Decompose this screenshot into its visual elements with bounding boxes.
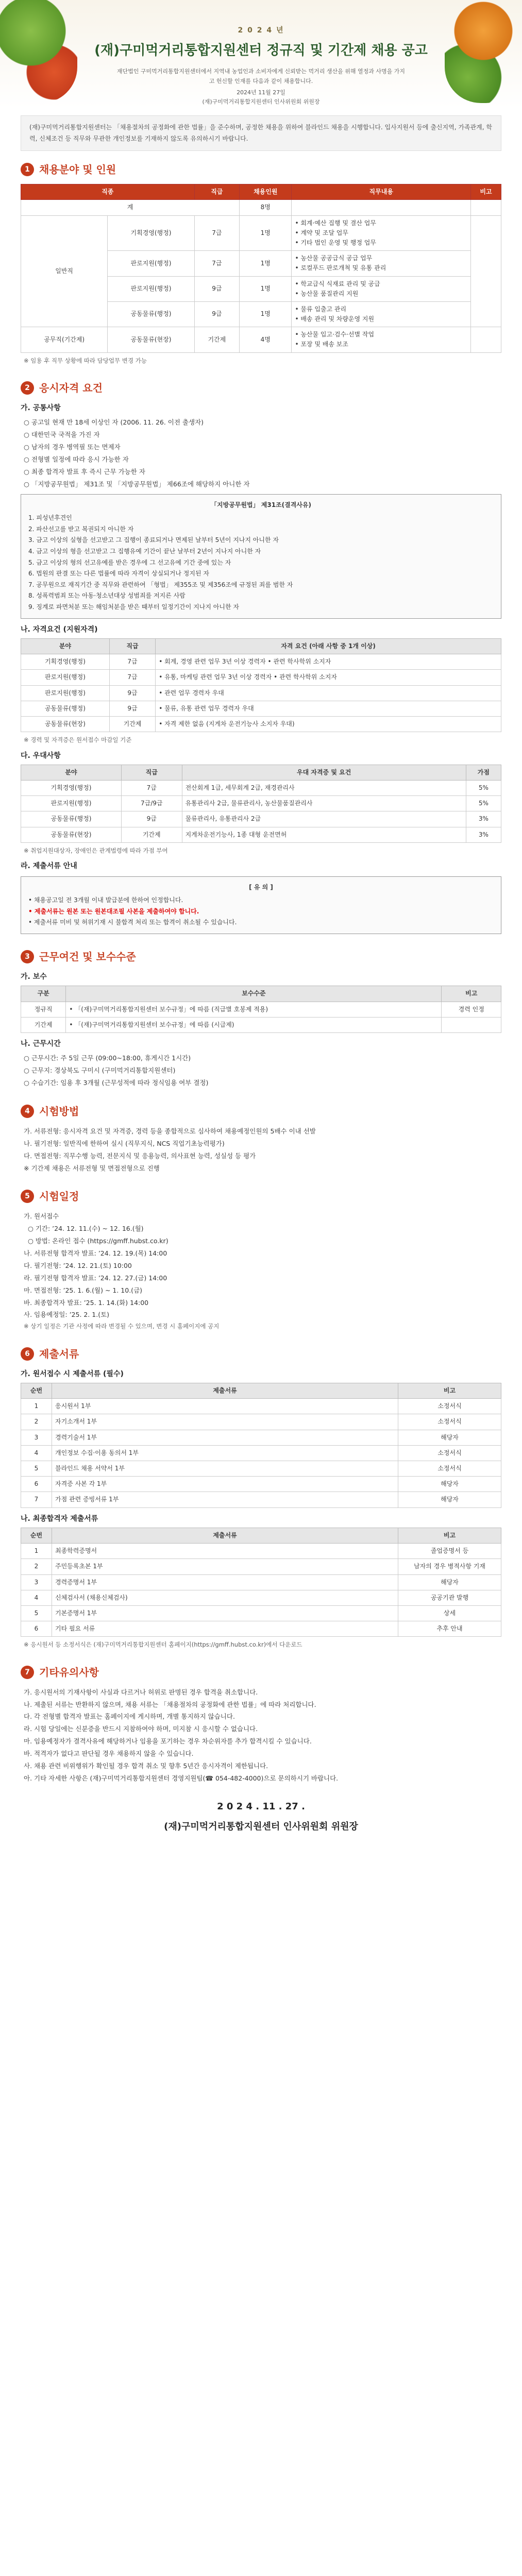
table-row: 1 최종학력증명서 졸업증명서 등 (21, 1544, 501, 1559)
table-row: 공무직(기간제) 공동물류(현장) 기간제 4명 • 농산물 입고·검수·선별 작업 • 포장 및 배송 보조 (21, 327, 501, 352)
table-row: 4 신체검사서 (채용신체검사) 공공기관 발행 (21, 1590, 501, 1605)
table-row: 2 자기소개서 1부 소정서식 (21, 1414, 501, 1430)
list-item: ○ 대한민국 국적을 가진 자 (24, 431, 100, 439)
hero-org: (재)구미먹거리통합지원센터 인사위원회 위원장 (202, 98, 320, 105)
vegetables-left-image (0, 0, 77, 103)
list-item: ○ 공고일 현재 만 18세 이상인 자 (2006. 11. 26. 이전 출생자) (24, 418, 204, 427)
documents-table: 순번 제출서류 비고 1 응시원서 1부 소정서식 2 자기소개서 1부 소정서식 3 경력기술서 1부 해당자 4 개인정보 수집·이용 동의서 1부 소정서식 5 블라인드 채용 서약서 1부 소정서식 6 자격증 사본 각 1부 해당자 7 가점 관련 증빙서류 1부 해당자 (21, 1383, 501, 1508)
table-row: 판로지원(행정) 7급 1명 • 농산물 공공급식 공급 업무 • 로컬푸드 판로개척 및 유통 관리 (21, 251, 501, 276)
section-number-badge: 7 (21, 1666, 34, 1679)
list-item: ○ 방법: 온라인 접수 (https://gmff.hubst.co.kr) (24, 1237, 169, 1245)
table-row: 3 경력증명서 1부 해당자 (21, 1574, 501, 1590)
table-row: 6 기타 필요 서류 추후 안내 (21, 1621, 501, 1637)
page-title: (재)구미먹거리통합지원센터 정규직 및 기간제 채용 공고 (94, 43, 428, 59)
table-row: 기획경영(행정) 7급 전산회계 1급, 세무회계 2급, 재경관리사 5% (21, 781, 501, 796)
subsection-title: 가. 공통사항 (21, 404, 61, 413)
table-row: 공동물류(행정) 9급 물류관리사, 유통관리사 2급 3% (21, 811, 501, 827)
table-row: 일반직 기획경영(행정) 7급 1명 • 회계·예산 집행 및 결산 업무 • 계약 및 조달 업무 • 기타 법인 운영 및 행정 업무 (21, 215, 501, 251)
table-row: 3 경력기술서 1부 해당자 (21, 1430, 501, 1445)
recruitment-table (21, 184, 501, 352)
list-item: 라. 필기전형 합격자 발표: ’24. 12. 27.(금) 14:00 (24, 1274, 167, 1282)
table-row: 5 기본증명서 1부 상세 (21, 1605, 501, 1621)
list-item: 7. 공무원으로 재직기간 중 직무와 관련하여 「형법」 제355조 및 제356조에 규정된 죄를 범한 자 (28, 581, 293, 588)
list-item: 6. 법원의 판결 또는 다른 법률에 따라 자격이 상실되거나 정지된 자 (28, 570, 209, 578)
caution-box: [ 유 의 ] • 채용공고일 전 3개월 이내 발급분에 한하여 인정합니다. • 제출서류는 원본 또는 원본대조필 사본을 제출하여야 합니다. • 제출서류 미비 및 허위기재 시 불합격 처리 또는 합격이 취소될 수 있습니다. (21, 876, 501, 934)
section-title: 기타유의사항 (39, 1666, 99, 1679)
hero-intro: 재단법인 구미먹거리통합지원센터에서 지역내 농업인과 소비자에게 신뢰받는 먹거리 생산을 위해 열정과 사명을 가지고 헌신할 인재를 다음과 같이 채용합니다. (116, 67, 406, 84)
list-item: ○ 기간: ’24. 12. 11.(수) ~ 12. 16.(월) (24, 1225, 144, 1233)
list-item: 라. 시험 당일에는 신분증을 반드시 지참하여야 하며, 미지참 시 응시할 수 없습니다. (24, 1725, 258, 1733)
section-other-notes (21, 1664, 501, 1784)
table-header: 직무내용 (292, 184, 471, 200)
table-header: 채용인원 (240, 184, 292, 200)
list-item: 다. 필기전형: ’24. 12. 21.(토) 10:00 (24, 1261, 132, 1269)
section-eligibility (21, 380, 501, 934)
schedule-note: ※ 상기 일정은 기관 사정에 따라 변경될 수 있으며, 변경 시 홈페이지에 공지 (24, 1323, 220, 1330)
list-item: 나. 제출된 서류는 반환하지 않으며, 채용 서류는 「채용절차의 공정화에 관한 법률」에 따라 처리합니다. (24, 1700, 316, 1708)
table-row: 판로지원(행정) 7급/9급 유통관리사 2급, 물류관리사, 농산물품질관리사 5% (21, 796, 501, 811)
vegetables-right-image (445, 0, 522, 103)
table-header: 비고 (471, 184, 501, 200)
list-item: ○ 근무지: 경상북도 구미시 (구미먹거리통합지원센터) (24, 1066, 176, 1075)
list-item: ※ 기간제 채용은 서류전형 및 면접전형으로 진행 (24, 1164, 160, 1172)
list-item: ○ 수습기간: 임용 후 3개월 (근무성적에 따라 정식임용 여부 결정) (24, 1079, 209, 1087)
list-item: 3. 금고 이상의 실형을 선고받고 그 집행이 종료되거나 면제된 날부터 5년이 지나지 아니한 자 (28, 536, 279, 544)
section-title: 시험방법 (39, 1105, 79, 1117)
footer-org: (재)구미먹거리통합지원센터 인사위원회 위원장 (164, 1821, 358, 1832)
section-exam-method (21, 1103, 501, 1174)
section-number-badge: 1 (21, 163, 34, 176)
footer-date: 2 0 2 4 . 11 . 27 . (217, 1801, 305, 1812)
table-header: 직종 (21, 184, 195, 200)
list-item: 마. 면접전형: ’25. 1. 6.(월) ~ 1. 10.(금) (24, 1286, 143, 1294)
list-item: 가. 원서접수 (24, 1212, 59, 1221)
list-item: ○ 「지방공무원법」 제31조 및 「지방공무원법」 제66조에 해당하지 아니한 자 (24, 480, 250, 488)
list-item: • 제출서류 미비 및 허위기재 시 불합격 처리 또는 합격이 취소될 수 있습니다. (28, 919, 237, 926)
table-row: 기간제 • 「(재)구미먹거리통합지원센터 보수규정」에 따름 (시급제) (21, 1017, 501, 1032)
subsection-title: 나. 근무시간 (21, 1039, 61, 1048)
table-row: 4 개인정보 수집·이용 동의서 1부 소정서식 (21, 1445, 501, 1461)
list-item: ○ 근무시간: 주 5일 근무 (09:00~18:00, 휴게시간 1시간) (24, 1054, 191, 1062)
list-item: 1. 피성년후견인 (28, 514, 72, 522)
section-title: 채용분야 및 인원 (39, 163, 116, 176)
disqualification-box: 「지방공무원법」 제31조(결격사유) 1. 피성년후견인 2. 파산선고를 받고 복권되지 아니한 자 3. 금고 이상의 실형을 선고받고 그 집행이 종료되거나 면제된 날부터 5년이 지나지 아니한 자 4. 금고 이상의 형을 선고받고 그 집행유예 기간이 끝난 날부터 2년이 지나지 아니한 자 5. 금고 이상의 형의 선고유예를 받은 경우에 그 선고유예 기간 중에 있는 자 6. 법원의 판결 또는 다른 법률에 따라 자격이 상실되거나 정지된 자 7. 공무원으로 재직기간 중 직무와 관련하여 「형법」 제355조 및 제356조에 규정된 죄를 범한 자 8. 성폭력범죄 또는 아동·청소년대상 성범죄를 저지른 사람 9. 징계로 파면처분 또는 해임처분을 받은 때부터 일정기간이 지나지 아니한 자 (21, 494, 501, 619)
subsection-title: 라. 제출서류 안내 (21, 862, 77, 871)
hero-date: 2024년 11월 27일 (237, 89, 285, 96)
list-item: 아. 기타 자세한 사항은 (재)구미먹거리통합지원센터 경영지원팀(☎ 054-482-4000)으로 문의하시기 바랍니다. (24, 1774, 339, 1782)
hero-year: 2 0 2 4 년 (238, 26, 284, 35)
table-note: ※ 취업지원대상자, 장애인은 관계법령에 따라 가점 부여 (24, 846, 168, 854)
section-schedule (21, 1188, 501, 1331)
list-item: 2. 파산선고를 받고 복권되지 아니한 자 (28, 525, 134, 533)
list-item: 사. 채용 관련 비위행위가 확인될 경우 합격 취소 및 향후 5년간 응시자격이 제한됩니다. (24, 1761, 268, 1770)
table-note: ※ 임용 후 직무 상황에 따라 담당업무 변경 가능 (24, 357, 147, 364)
table-row: 공동물류(현장) 기간제 지게차운전기능사, 1종 대형 운전면허 3% (21, 827, 501, 842)
pay-table: 구분 보수수준 비고 정규직 • 「(재)구미먹거리통합지원센터 보수규정」에 따름 (직급별 호봉제 적용) 경력 인정 기간제 • 「(재)구미먹거리통합지원센터 보수규정」에 따름 (시급제) (21, 986, 501, 1033)
list-item: • 제출서류는 원본 또는 원본대조필 사본을 제출하여야 합니다. (28, 907, 199, 915)
total-row: 계 8명 (21, 200, 501, 215)
table-row: 공동물류(행정) 9급 • 물류, 유통 관련 업무 경력자 우대 (21, 701, 501, 716)
table-row: 공동물류(현장) 기간제 • 자격 제한 없음 (지게차 운전기능사 소지자 우대) (21, 716, 501, 732)
preference-table: 분야 직급 우대 자격증 및 요건 가점 기획경영(행정) 7급 전산회계 1급, 세무회계 2급, 재경관리사 5% 판로지원(행정) 7급/9급 유통관리사 2급, 물류관리사, 농산물품질관리사 5% 공동물류(행정) 9급 물류관리사, 유통관리사 2급 3% 공동물류(현장) 기간제 지게차운전기능사, 1종 대형 운전면허 3% (21, 765, 501, 843)
section-title: 제출서류 (39, 1347, 79, 1360)
section-title: 근무여건 및 보수수준 (39, 950, 136, 963)
subsection-title: 나. 자격요건 (지원자격) (21, 625, 98, 634)
hero-banner (0, 0, 522, 108)
blind-hiring-notice: (재)구미먹거리통합지원센터는 「채용절차의 공정화에 관한 법률」을 준수하며, 공정한 채용을 위하여 블라인드 채용을 시행합니다. 입사지원서 등에 출신지역, 가족관계, 학력, 신체조건 등 직무와 무관한 개인정보를 기재하지 않도록 유의하시기 바랍니다. (21, 115, 501, 151)
section-title: 시험일정 (39, 1190, 79, 1203)
list-item: 다. 면접전형: 직무수행 능력, 전문지식 및 응용능력, 의사표현 능력, 성실성 등 평가 (24, 1151, 256, 1160)
section-title: 응시자격 요건 (39, 382, 103, 395)
section-documents (21, 1346, 501, 1650)
list-item: • 채용공고일 전 3개월 이내 발급분에 한하여 인정합니다. (28, 896, 183, 904)
table-row: 2 주민등록초본 1부 남자의 경우 병적사항 기재 (21, 1559, 501, 1574)
table-row: 1 응시원서 1부 소정서식 (21, 1399, 501, 1414)
table-header: 직급 (194, 184, 239, 200)
section-number-badge: 6 (21, 1347, 34, 1361)
requirements-table: 분야 직급 자격 요건 (아래 사항 중 1개 이상) 기획경영(행정) 7급 • 회계, 경영 관련 업무 3년 이상 경력자 • 관련 학사학위 소지자 판로지원(행정) 7급 • 유통, 마케팅 관련 업무 3년 이상 경력자 • 관련 학사학위 소지자 판로지원(행정) 9급 • 관련 업무 경력자 우대 공동물류(행정) 9급 • 물류, 유통 관련 업무 경력자 우대 공동물류(현장) 기간제 • 자격 제한 없음 (지게차 운전기능사 소지자 우대) (21, 638, 501, 732)
list-item: 사. 임용예정일: ’25. 2. 1.(토) (24, 1311, 110, 1319)
list-item: 5. 금고 이상의 형의 선고유예를 받은 경우에 그 선고유예 기간 중에 있는 자 (28, 558, 231, 566)
list-item: 바. 최종합격자 발표: ’25. 1. 14.(화) 14:00 (24, 1298, 149, 1307)
list-item: 4. 금고 이상의 형을 선고받고 그 집행유예 기간이 끝난 날부터 2년이 지나지 아니한 자 (28, 548, 261, 555)
section-recruitment-fields (21, 161, 501, 365)
section-number-badge: 3 (21, 950, 34, 963)
list-item: 다. 각 전형별 합격자 발표는 홈페이지에 게시하며, 개별 통지하지 않습니다. (24, 1713, 235, 1721)
table-row: 6 자격증 사본 각 1부 해당자 (21, 1477, 501, 1492)
list-item: 가. 서류전형: 응시자격 요건 및 자격증, 경력 등을 종합적으로 심사하여 채용예정인원의 5배수 이내 선발 (24, 1127, 316, 1135)
section-number-badge: 5 (21, 1190, 34, 1203)
list-item: 마. 임용예정자가 결격사유에 해당하거나 임용을 포기하는 경우 차순위자를 추가 합격시킬 수 있습니다. (24, 1737, 312, 1745)
subsection-title: 나. 최종합격자 제출서류 (21, 1514, 98, 1523)
final-documents-table: 순번 제출서류 비고 1 최종학력증명서 졸업증명서 등 2 주민등록초본 1부 남자의 경우 병적사항 기재 3 경력증명서 1부 해당자 4 신체검사서 (채용신체검사) 공공기관 발행 5 기본증명서 1부 상세 6 기타 필요 서류 추후 안내 (21, 1528, 501, 1637)
subsection-title: 가. 보수 (21, 972, 47, 981)
table-row: 정규직 • 「(재)구미먹거리통합지원센터 보수규정」에 따름 (직급별 호봉제 적용) 경력 인정 (21, 1002, 501, 1017)
list-item: 가. 응시원서의 기재사항이 사실과 다르거나 허위로 판명된 경우 합격을 취소합니다. (24, 1688, 258, 1696)
list-item: ○ 남자의 경우 병역필 또는 면제자 (24, 443, 121, 451)
list-item: 바. 적격자가 없다고 판단될 경우 채용하지 않을 수 있습니다. (24, 1750, 194, 1758)
list-item: ○ 최종 합격자 발표 후 즉시 근무 가능한 자 (24, 467, 145, 476)
table-note: ※ 응시원서 등 소정서식은 (재)구미먹거리통합지원센터 홈페이지(https://gmff.hubst.co.kr)에서 다운로드 (24, 1641, 302, 1649)
table-row: 판로지원(행정) 7급 • 유통, 마케팅 관련 업무 3년 이상 경력자 • 관련 학사학위 소지자 (21, 670, 501, 685)
section-number-badge: 2 (21, 381, 34, 395)
table-row: 5 블라인드 채용 서약서 1부 소정서식 (21, 1461, 501, 1477)
section-number-badge: 4 (21, 1105, 34, 1118)
table-row: 공동물류(행정) 9급 1명 • 물류 입출고 관리 • 배송 관리 및 차량운영 지원 (21, 301, 501, 327)
subsection-title: 다. 우대사항 (21, 751, 61, 760)
list-item: 9. 징계로 파면처분 또는 해임처분을 받은 때부터 일정기간이 지나지 아니한 자 (28, 603, 239, 611)
subsection-title: 가. 원서접수 시 제출서류 (필수) (21, 1369, 124, 1378)
table-row: 7 가점 관련 증빙서류 1부 해당자 (21, 1492, 501, 1507)
list-item: 8. 성폭력범죄 또는 아동·청소년대상 성범죄를 저지른 사람 (28, 592, 186, 600)
list-item: ○ 전형별 일정에 따라 응시 가능한 자 (24, 455, 129, 464)
table-row: 판로지원(행정) 9급 1명 • 학교급식 식재료 관리 및 공급 • 농산물 품질관리 지원 (21, 276, 501, 301)
table-note: ※ 경력 및 자격증은 원서접수 마감일 기준 (24, 736, 132, 744)
list-item: 나. 서류전형 합격자 발표: ’24. 12. 19.(목) 14:00 (24, 1249, 167, 1258)
section-working-conditions (21, 948, 501, 1089)
table-row: 기획경영(행정) 7급 • 회계, 경영 관련 업무 3년 이상 경력자 • 관련 학사학위 소지자 (21, 654, 501, 670)
table-row: 판로지원(행정) 9급 • 관련 업무 경력자 우대 (21, 685, 501, 701)
list-item: 나. 필기전형: 일반직에 한하여 실시 (직무지식, NCS 직업기초능력평가) (24, 1139, 225, 1147)
